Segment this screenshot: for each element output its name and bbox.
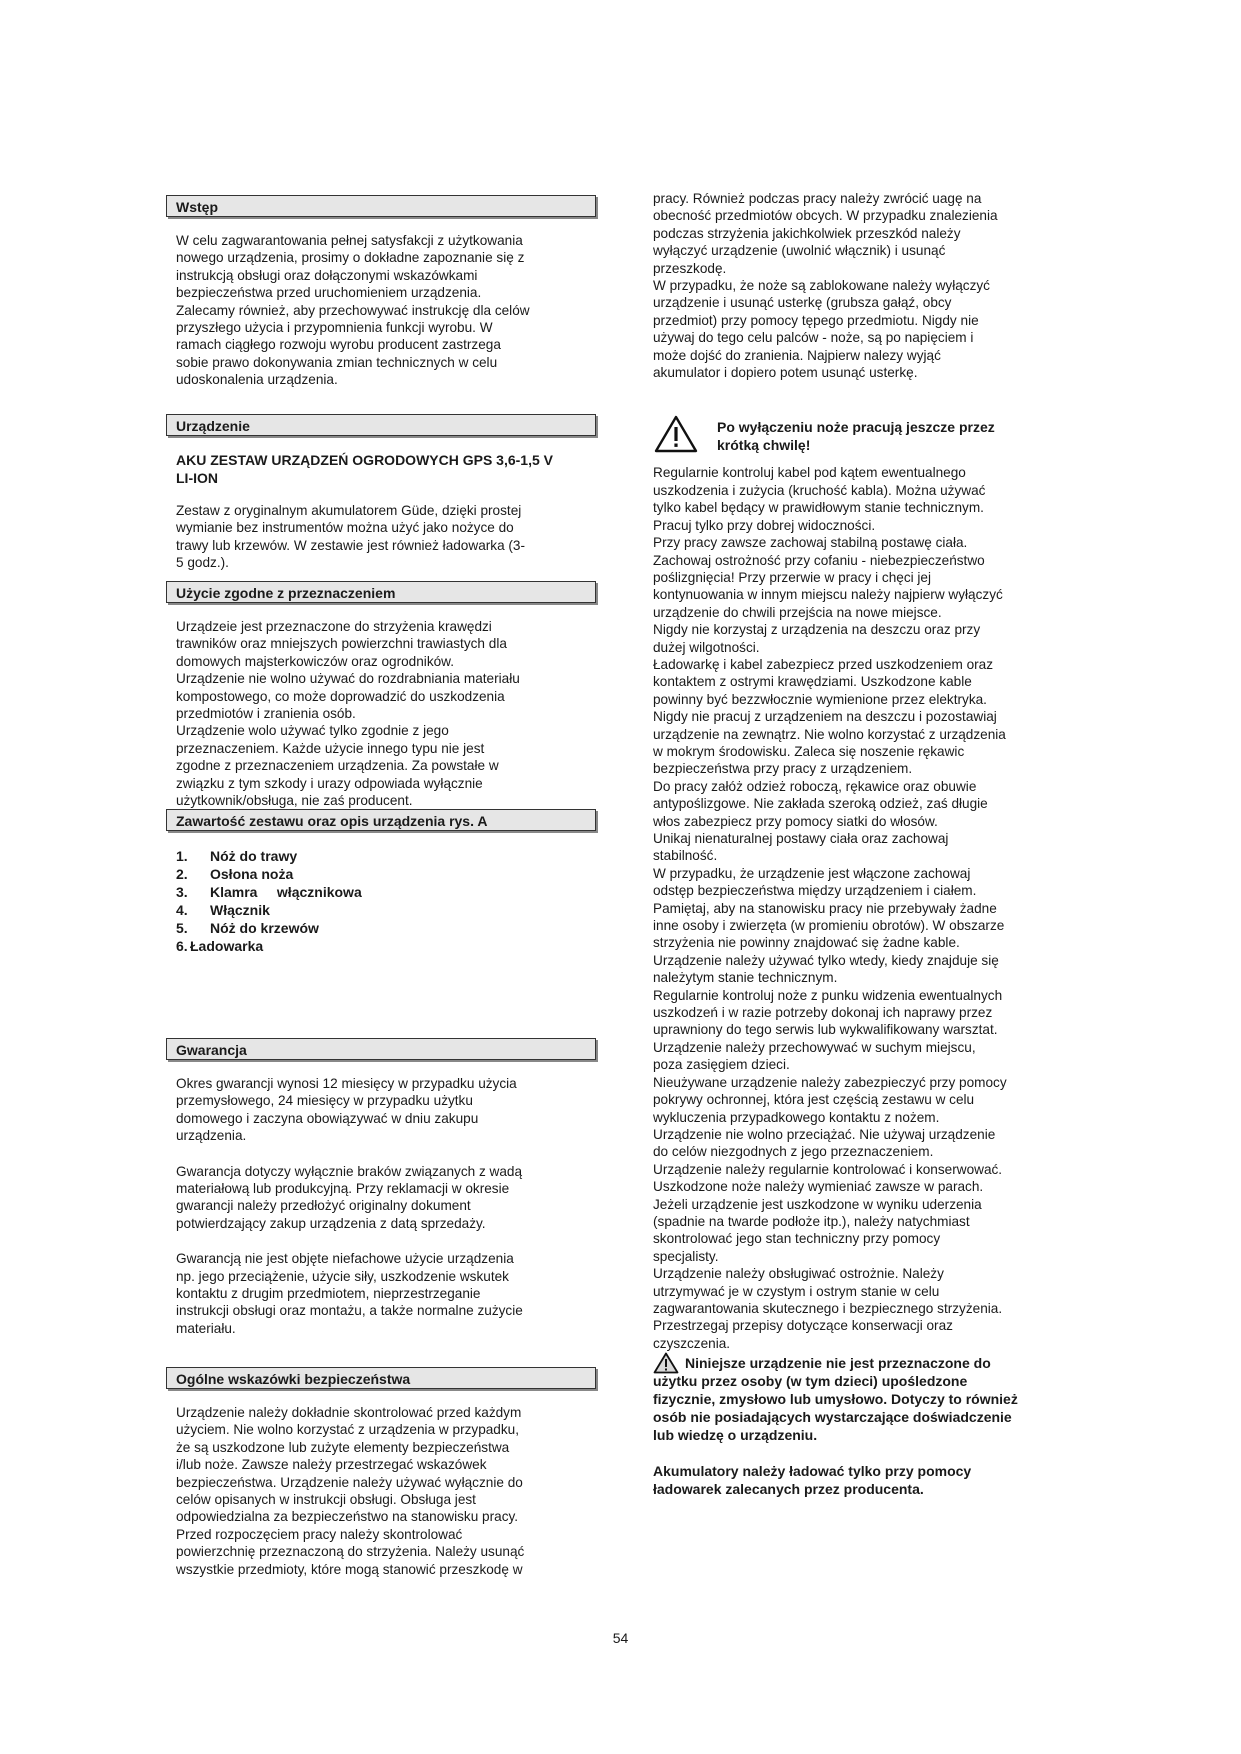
- section-heading-warranty: Gwarancja: [166, 1038, 596, 1060]
- section-device: [166, 414, 596, 572]
- list-item-number: 2.: [176, 866, 188, 882]
- usage-text: Urządzeie jest przeznaczone do strzyżenia krawędzi trawników oraz mniejszych powierzchni trawiastych dla domowych majsterkowiczów oraz ogrodników. Urządzenie nie wolno używać do rozdrabniania materiału kompostowego, co może doprowadzić do uszkodzenia przedmiotów i zranienia osób. Urządzenie wolo używać tylko zgodnie z jego przeznaczeniem. Każde użycie innego typu nie jest zgodne z przeznaczeniem urządzenia. Za powstałe w związku z tym szkody i urazy odpowiada wyłącznie użytkownik/obsługa, nie zaś producent.: [176, 619, 520, 809]
- section-safety: [166, 1367, 596, 1578]
- section-heading-usage: Użycie zgodne z przeznaczeniem: [166, 581, 596, 603]
- section-heading-device: Urządzenie: [166, 414, 596, 436]
- list-item-number: 1.: [176, 848, 188, 864]
- list-item-number: 3.: [176, 884, 188, 900]
- list-item: [176, 847, 596, 865]
- list-item-number: 4.: [176, 902, 188, 918]
- list-item-label: Ładowarka: [190, 938, 264, 954]
- warranty-paragraph-2: Gwarancja dotyczy wyłącznie braków związanych z wadą materiałową lub produkcyjną. Przy reklamacji w okresie gwarancji należy przedłożyć originalny dokument potwierdzający zakup urządzenia z datą sprzedaży.: [176, 1163, 523, 1231]
- warranty-paragraph-1: Okres gwarancji wynosi 12 miesięcy w przypadku użycia przemysłowego, 24 miesięcy w przypadku użytku domowego i zaczyna obowiązywać w dniu zakupu urządzenia.: [176, 1076, 517, 1144]
- list-item-label: Osłona noża: [210, 866, 294, 882]
- warning-block-1: [653, 414, 1073, 454]
- section-intro: [166, 195, 596, 389]
- right-column: [653, 190, 1073, 1498]
- section-heading-safety: Ogólne wskazówki bezpieczeństwa: [166, 1367, 596, 1389]
- warranty-paragraph-3: Gwarancją nie jest objęte niefachowe użycie urządzenia np. jego przeciążenie, użycie siły, uszkodzenie wskutek kontaktu z drugim przedmiotem, nieprzestrzeganie instrukcji obsługi oraz montażu, a także normalne zużycie materiału.: [176, 1251, 523, 1336]
- warning-triangle-icon: [653, 1352, 679, 1374]
- list-item: [176, 919, 596, 937]
- list-item: [176, 865, 596, 883]
- contents-list: [166, 847, 596, 955]
- list-item: [176, 901, 596, 919]
- warning-triangle-icon: [653, 414, 699, 454]
- section-heading-contents: Zawartość zestawu oraz opis urządzenia rys. A: [166, 809, 596, 831]
- device-text: Zestaw z oryginalnym akumulatorem Güde, dzięki prostej wymianie bez instrumentów można użyć jako nożyce do trawy lub krzewów. W zestawie jest również ładowarka (3- 5 godz.).: [176, 503, 526, 571]
- list-item: [176, 883, 596, 901]
- warning-text-1: Po wyłączeniu noże pracują jeszcze przez krótką chwilę!: [717, 419, 995, 454]
- safety-text: Urządzenie należy dokładnie skontrolować przed każdym użyciem. Nie wolno korzystać z urządzenia w przypadku, że są uszkodzone lub zużyte elementy bezpieczeństwa i/lub noże. Zawsze należy przestrzegać wskazówek bezpieczeństwa. Urządzenie należy używać wyłącznie do celów opisanych w instrukcji obsługi. Obsługa jest odpowiedzialna za bezpieczeństwo na stanowisku pracy. Przed rozpoczęciem pracy należy skontrolować powierzchnię przeznaczoną do strzyżenia. Należy usunąć wszystkie przedmioty, które mogą stanowić przeszkodę w: [176, 1405, 525, 1577]
- list-item-label: Nóż do krzewów: [210, 920, 319, 936]
- section-warranty: [166, 1038, 596, 1337]
- section-heading-intro: Wstęp: [166, 195, 596, 217]
- warning-text-2: Niniejsze urządzenie nie jest przeznaczone do użytku przez osoby (w tym dzieci) upośledzone fizycznie, zmysłowo lub umysłowo. Dotyczy to również osób nie posiadających wystarczające doświadczenie lub wiedzę o urządzeniu.: [653, 1355, 1018, 1444]
- battery-note: Akumulatory należy ładować tylko przy pomocy ładowarek zalecanych przez producenta.: [653, 1463, 972, 1498]
- list-item-label: Klamra włącznikowa: [210, 884, 362, 900]
- list-item-number: 6.: [176, 938, 188, 954]
- page-number: 54: [612, 1630, 629, 1646]
- right-paragraph-1: pracy. Również podczas pracy należy zwrócić uagę na obecność przedmiotów obcych. W przypadku znalezienia podczas strzyżenia jakichkolwiek przeszkód należy wyłączyć urządzenie (uwolnić włącznik) i usunąć przeszkodę. W przypadku, że noże są zablokowane należy wyłączyć urządzenie i usunąć usterkę (grubsza gałąź, obcy przedmiot) przy pomocy tępego przedmiotu. Nigdy nie używaj do tego celu palców - noże, są po napięciem i może dojść do zranienia. Najpierw nalezy wyjąć akumulator i dopiero potem usunąć usterkę.: [653, 191, 998, 381]
- device-title: AKU ZESTAW URZĄDZEŃ OGRODOWYCH GPS 3,6-1,5 V LI-ION: [176, 452, 553, 486]
- list-item-label: Nóż do trawy: [210, 848, 298, 864]
- list-item: [176, 937, 596, 955]
- list-item-label: Włącznik: [210, 902, 270, 918]
- intro-text: W celu zagwarantowania pełnej satysfakcji z użytkowania nowego urządzenia, prosimy o dokładne zapoznanie się z instrukcją obsługi oraz dołączonymi wskazówkami bezpieczeństwa przed uruchomieniem urządzenia. Zalecamy również, aby przechowywać instrukcję dla celów przyszłego użycia i przypomnienia funkcji wyrobu. W ramach ciągłego rozwoju wyrobu producent zastrzega sobie prawo dokonywania zmian technicznych w celu udoskonalenia urządzenia.: [176, 233, 530, 388]
- list-item-number: 5.: [176, 920, 188, 936]
- warning-block-2: [653, 1354, 1073, 1444]
- section-usage: [166, 581, 596, 809]
- right-paragraph-2: Regularnie kontroluj kabel pod kątem ewentualnego uszkodzenia i zużycia (kruchość kabla). Można używać tylko kabel będący w prawidłowym stanie technicznym. Pracuj tylko przy dobrej widoczności. Przy pracy zawsze zachowaj stabilną postawę ciała. Zachowaj ostrożność przy cofaniu - niebezpieczeństwo poślizgnięcia! Przy przerwie w pracy i chęci jej kontynuowania w innym miejscu należy najpierw wyłączyć urządzenie do chwili przejścia na nowe miejsce. Nigdy nie korzystaj z urządzenia na deszczu oraz przy dużej wilgotności. Ładowarkę i kabel zabezpiecz przed uszkodzeniem oraz kontaktem z ostrymi krawędziami. Uszkodzone kable powinny być bezzwłocznie wymienione przez elektryka. Nigdy nie pracuj z urządzeniem na deszczu i pozostawiaj urządzenie na zewnątrz. Nie wolno korzystać z urządzenia w mokrym środowisku. Zaleca się noszenie rękawic bezpieczeństwa przy pracy z urządzeniem. Do pracy załóż odzież roboczą, rękawice oraz obuwie antypoślizgowe. Nie zakłada szeroką odzież, zaś długie włos zabezpiecz przy pomocy siatki do włosów. Unikaj nienaturalnej postawy ciała oraz zachowaj stabilność. W przypadku, że urządzenie jest włączone zachowaj odstęp bezpieczeństwa między urządzeniem i ciałem. Pamiętaj, aby na stanowisku pracy nie przebywały żadne inne osoby i zwierzęta (w promieniu obrotów). W obszarze strzyżenia nie powinny znajdować się żadne kable. Urządzenie należy używać tylko wtedy, kiedy znajduje się należytym stanie technicznym. Regularnie kontroluj noże z punku widzenia ewentualnych uszkodzeń i w razie potrzeby dokonaj ich naprawy przez uprawniony do tego serwis lub wykwalifikowany warsztat. Urządzenie należy przechowywać w suchym miejscu, poza zasięgiem dzieci. Nieużywane urządzenie należy zabezpieczyć przy pomocy pokrywy ochronnej, która jest częścią zestawu w celu wykluczenia przypadkowego kontaktu z nożem. Urządzenie nie wolno przeciążać. Nie używaj urządzenie do celów niezgodnych z jego przeznaczeniem. Urządzenie należy regularnie kontrolować i konserwować. Uszkodzone noże należy wymieniać zawsze w parach. Jeżeli urządzenie jest uszkodzone w wyniku uderzenia (spadnie na twarde podłoże itp.), należy natychmiast skontrolować jego stan techniczny przy pomocy specjalisty. Urządzenie należy obsługiwać ostrożnie. Należy utrzymywać je w czystym i ostrym stanie w celu zagwarantowania skutecznego i bezpiecznego strzyżenia. Przestrzegaj przepisy dotyczące konserwacji oraz czyszczenia.: [653, 465, 1007, 1351]
- section-contents: [166, 809, 596, 955]
